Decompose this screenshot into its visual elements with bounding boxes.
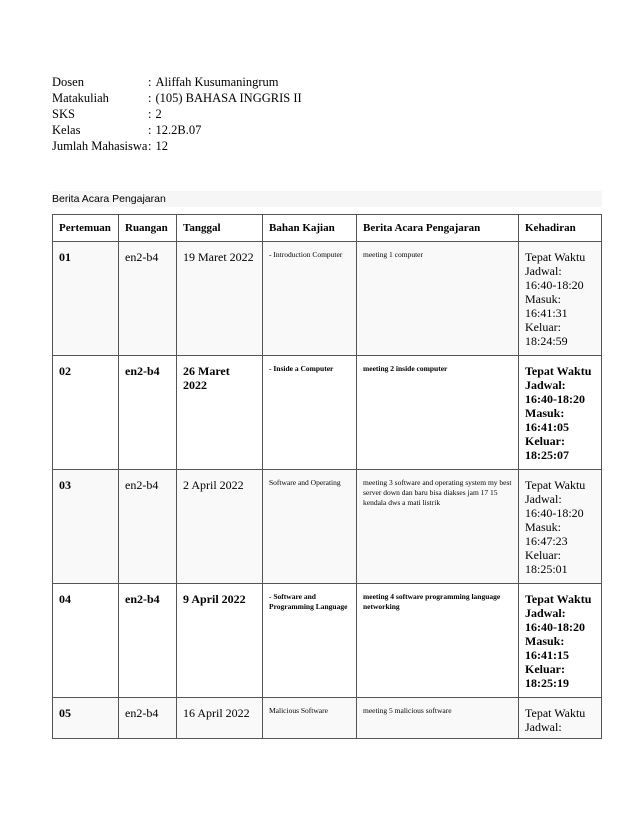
cell-bahan-kajian: Malicious Software (263, 698, 357, 739)
table-row (53, 470, 602, 584)
kehadiran-line: Jadwal: (525, 378, 566, 392)
cell-kehadiran (519, 242, 602, 356)
kehadiran-line: 16:40-18:20 (525, 392, 585, 406)
header-kehadiran: Kehadiran (519, 215, 602, 242)
kehadiran-line: 18:24:59 (525, 334, 568, 348)
info-value: 12.2B.07 (155, 123, 202, 137)
cell-pertemuan: 05 (53, 698, 119, 739)
info-label: SKS (52, 107, 75, 121)
cell-pertemuan: 02 (53, 356, 119, 470)
info-label: Jumlah Mahasiswa (52, 139, 148, 153)
cell-kehadiran (519, 470, 602, 584)
info-row-jumlah-mahasiswa (52, 138, 302, 154)
info-value: 2 (155, 107, 162, 121)
info-separator: : (148, 75, 152, 89)
header-pertemuan: Pertemuan (53, 215, 119, 242)
info-separator: : (148, 139, 152, 153)
kehadiran-line: Masuk: (525, 406, 565, 420)
cell-ruangan: en2-b4 (119, 356, 177, 470)
info-separator: : (148, 91, 152, 105)
cell-ruangan: en2-b4 (119, 584, 177, 698)
cell-berita-acara: meeting 4 software programming language networking (357, 584, 519, 698)
table-row (53, 698, 602, 739)
kehadiran-line: Keluar: (525, 662, 565, 676)
cell-berita-acara: meeting 2 inside computer (357, 356, 519, 470)
kehadiran-status: Tepat Waktu (525, 364, 592, 378)
cell-bahan-kajian: - Introduction Computer (263, 242, 357, 356)
info-separator: : (148, 107, 152, 121)
table-row (53, 356, 602, 470)
table-row (53, 242, 602, 356)
kehadiran-line: 16:41:31 (525, 306, 568, 320)
header-ruangan: Ruangan (119, 215, 177, 242)
header-bahan-kajian: Bahan Kajian (263, 215, 357, 242)
kehadiran-line: 16:40-18:20 (525, 506, 584, 520)
kehadiran-line: Jadwal: (525, 606, 566, 620)
info-row-kelas (52, 122, 302, 138)
kehadiran-status: Tepat Waktu (525, 592, 592, 606)
table-header-row (53, 215, 602, 242)
cell-pertemuan: 03 (53, 470, 119, 584)
kehadiran-line: 18:25:01 (525, 562, 568, 576)
cell-pertemuan: 04 (53, 584, 119, 698)
attendance-table (52, 214, 602, 739)
cell-tanggal: 16 April 2022 (177, 698, 263, 739)
cell-kehadiran (519, 698, 602, 739)
kehadiran-line: Keluar: (525, 320, 561, 334)
cell-bahan-kajian: - Software and Programming Language (263, 584, 357, 698)
kehadiran-line: Keluar: (525, 434, 565, 448)
kehadiran-line: 16:41:05 (525, 420, 569, 434)
info-row-dosen (52, 74, 302, 90)
cell-tanggal: 26 Maret 2022 (177, 356, 263, 470)
info-value: 12 (155, 139, 168, 153)
info-label: Matakuliah (52, 91, 109, 105)
cell-kehadiran (519, 356, 602, 470)
kehadiran-line: 16:40-18:20 (525, 620, 585, 634)
kehadiran-line: Keluar: (525, 548, 561, 562)
kehadiran-line: 18:25:19 (525, 676, 569, 690)
info-value: (105) BAHASA INGGRIS II (155, 91, 302, 105)
kehadiran-line: 18:25:07 (525, 448, 569, 462)
info-value: Aliffah Kusumaningrum (155, 75, 279, 89)
kehadiran-status: Tepat Waktu (525, 478, 586, 492)
cell-bahan-kajian: - Inside a Computer (263, 356, 357, 470)
cell-ruangan: en2-b4 (119, 698, 177, 739)
kehadiran-line: Jadwal: (525, 264, 562, 278)
info-label: Kelas (52, 123, 81, 137)
cell-tanggal: 2 April 2022 (177, 470, 263, 584)
kehadiran-line: Jadwal: (525, 720, 562, 734)
kehadiran-line: Masuk: (525, 634, 565, 648)
cell-ruangan: en2-b4 (119, 242, 177, 356)
header-berita-acara: Berita Acara Pengajaran (357, 215, 519, 242)
kehadiran-line: 16:41:15 (525, 648, 569, 662)
cell-tanggal: 9 April 2022 (177, 584, 263, 698)
info-row-sks (52, 106, 302, 122)
kehadiran-status: Tepat Waktu (525, 250, 586, 264)
section-title: Berita Acara Pengajaran (52, 191, 602, 207)
cell-berita-acara: meeting 5 malicious software (357, 698, 519, 739)
cell-berita-acara: meeting 1 computer (357, 242, 519, 356)
kehadiran-line: 16:47:23 (525, 534, 568, 548)
cell-bahan-kajian: Software and Operating (263, 470, 357, 584)
kehadiran-line: 16:40-18:20 (525, 278, 584, 292)
cell-tanggal: 19 Maret 2022 (177, 242, 263, 356)
info-separator: : (148, 123, 152, 137)
cell-pertemuan: 01 (53, 242, 119, 356)
kehadiran-line: Jadwal: (525, 492, 562, 506)
kehadiran-line: Masuk: (525, 520, 561, 534)
header-tanggal: Tanggal (177, 215, 263, 242)
info-row-matakuliah (52, 90, 302, 106)
course-info (52, 74, 302, 154)
info-label: Dosen (52, 75, 84, 89)
table-row (53, 584, 602, 698)
cell-berita-acara: meeting 3 software and operating system my best server down dan baru bisa diakses jam 17 15 kendala dws a mati listrik (357, 470, 519, 584)
cell-kehadiran (519, 584, 602, 698)
kehadiran-status: Tepat Waktu (525, 706, 586, 720)
cell-ruangan: en2-b4 (119, 470, 177, 584)
kehadiran-line: Masuk: (525, 292, 561, 306)
